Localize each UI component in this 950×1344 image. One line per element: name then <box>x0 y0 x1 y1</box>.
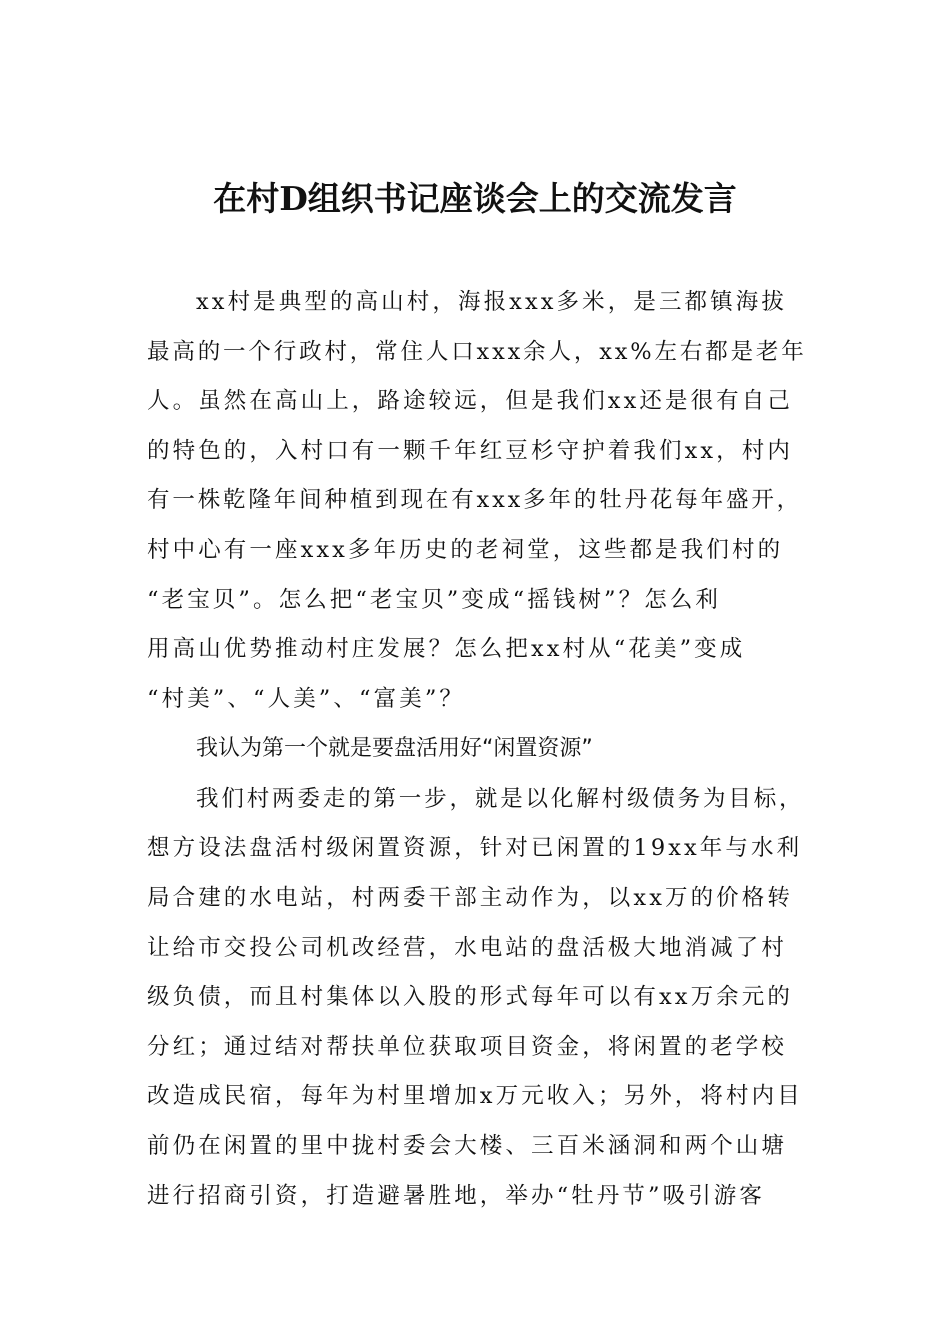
paragraph-line: 用高山优势推动村庄发展？怎么把xx村从“花美”变成 <box>147 636 746 662</box>
document-title: 在村D组织书记座谈会上的交流发言 <box>213 179 737 218</box>
paragraph-line: 级负债，而且村集体以入股的形式每年可以有xx万余元的 <box>147 984 793 1010</box>
paragraph-line: 前仍在闲置的里中拢村委会大楼、三百米涵洞和两个山塘 <box>147 1133 788 1159</box>
paragraph-line: 我们村两委走的第一步，就是以化解村级债务为目标， <box>196 786 805 812</box>
paragraph-line: 进行招商引资，打造避暑胜地，举办“牡丹节”吸引游客 <box>147 1183 766 1209</box>
paragraph-line: 改造成民宿，每年为村里增加x万元收入；另外，将村内目 <box>147 1083 803 1109</box>
paragraph-line: 最高的一个行政村，常住人口xxx余人，xx%左右都是老年 <box>147 339 807 365</box>
paragraph-line: 让给市交投公司机改经营，水电站的盘活极大地消减了村 <box>147 935 788 961</box>
paragraph-line: xx村是典型的高山村，海报xxx多米，是三都镇海拔 <box>196 289 787 315</box>
paragraph-line: 村中心有一座xxx多年历史的老祠堂，这些都是我们村的 <box>147 537 784 563</box>
section-heading: 我认为第一个就是要盘活用好“闲置资源” <box>196 736 593 761</box>
paragraph-line: “老宝贝”。怎么把“老宝贝”变成“摇钱树”？怎么利 <box>147 587 722 613</box>
paragraph-line: “村美”、“人美”、“富美”？ <box>147 686 466 712</box>
paragraph-line: 想方设法盘活村级闲置资源，针对已闲置的19xx年与水利 <box>147 835 803 861</box>
paragraph-line: 局合建的水电站，村两委干部主动作为，以xx万的价格转 <box>147 885 793 911</box>
paragraph-line: 分红；通过结对帮扶单位获取项目资金，将闲置的老学校 <box>147 1034 788 1060</box>
paragraph-line: 有一株乾隆年间种植到现在有xxx多年的牡丹花每年盛开， <box>147 487 803 513</box>
paragraph-line: 人。虽然在高山上，路途较远，但是我们xx还是很有自己 <box>147 388 793 414</box>
paragraph-line: 的特色的，入村口有一颗千年红豆杉守护着我们xx，村内 <box>147 438 793 464</box>
